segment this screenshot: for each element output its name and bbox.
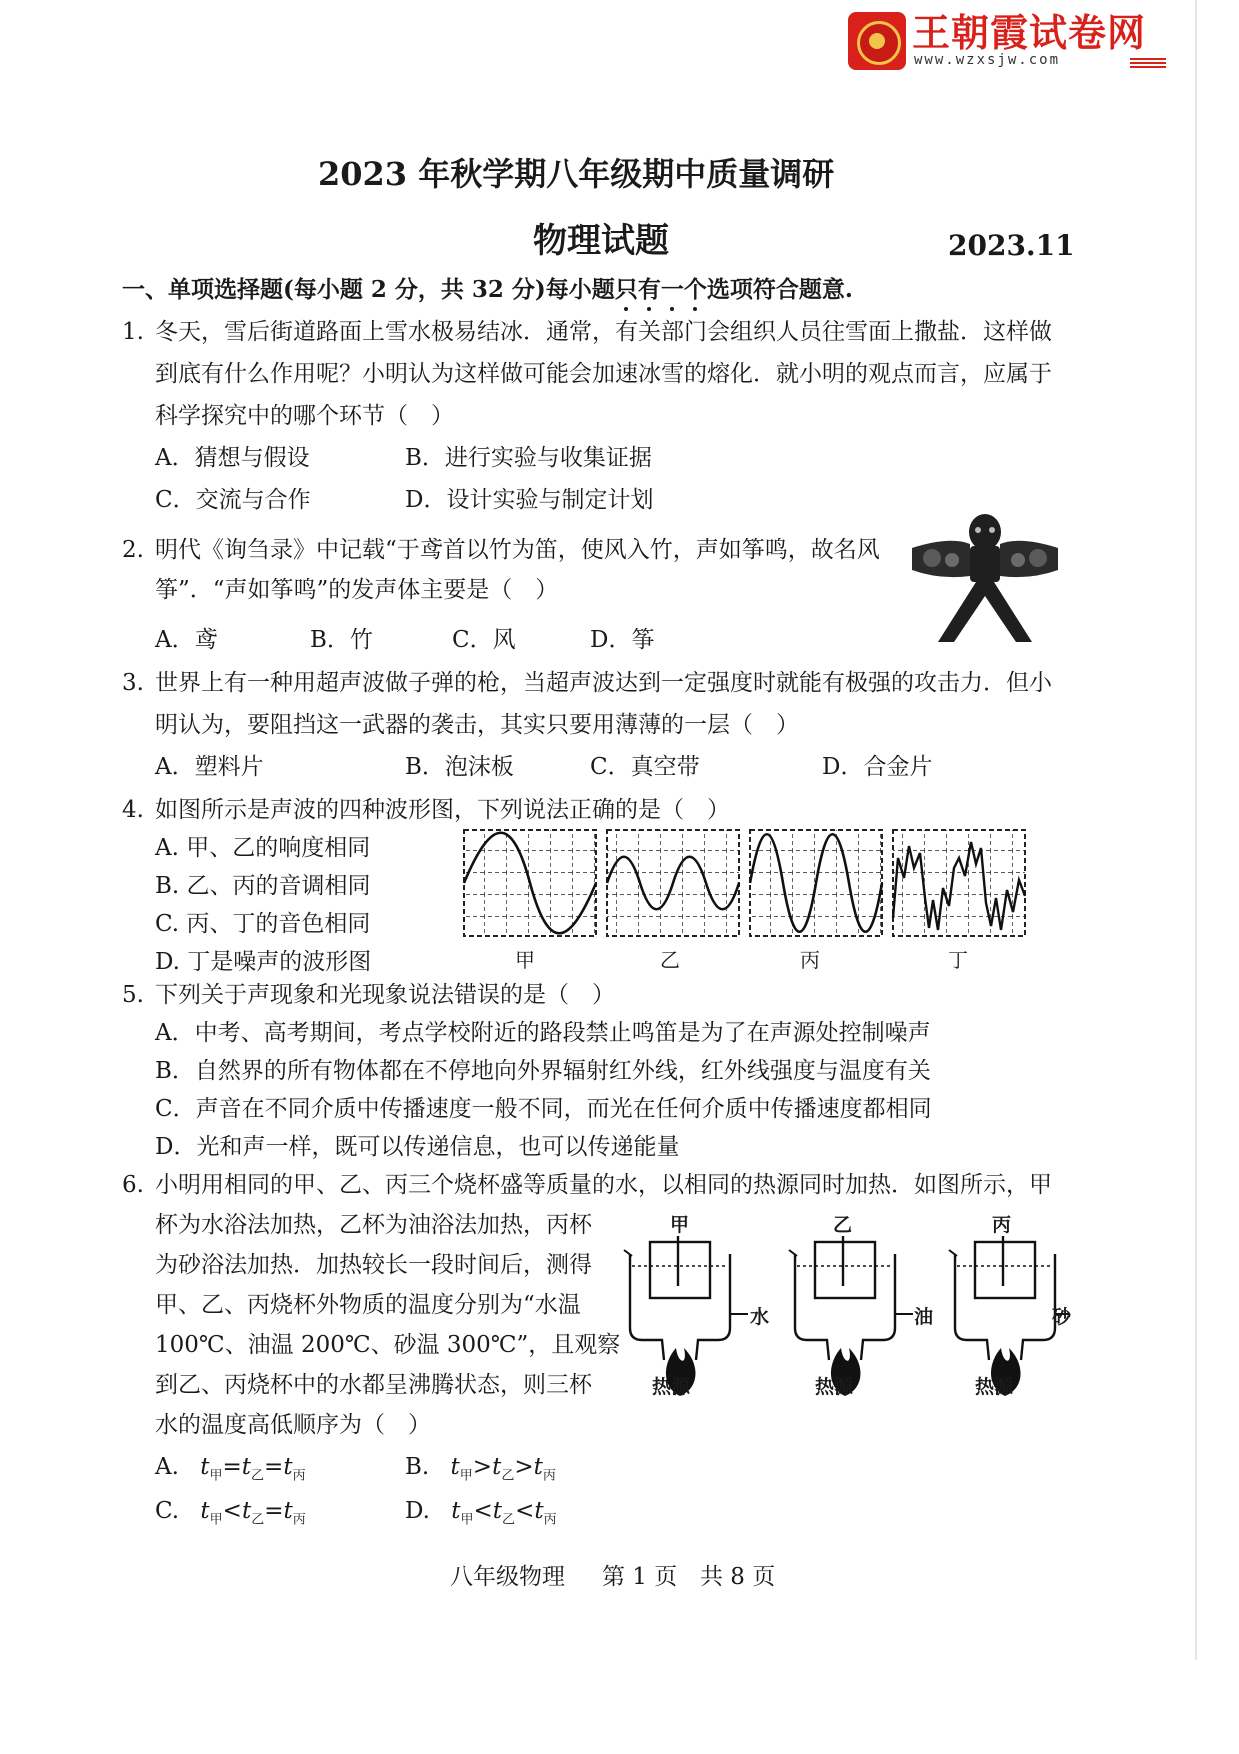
operator: < (515, 1498, 535, 1524)
emphasis-char: 有 (637, 276, 661, 303)
var-t: t (451, 1498, 461, 1524)
beaker-top-label: 乙 (833, 1214, 853, 1236)
subscript: 甲 (459, 1468, 473, 1484)
var-t: t (492, 1454, 502, 1480)
beaker-heat-label: 热源 (815, 1376, 854, 1398)
var-t: t (450, 1454, 460, 1480)
subscript: 甲 (209, 1468, 223, 1484)
section-heading (122, 275, 853, 305)
var-t: t (241, 1498, 252, 1524)
operator: > (472, 1454, 493, 1480)
subscript: 甲 (209, 1512, 223, 1528)
q1-line: 冬天，雪后街道路面上雪水极易结冰．通常，有关部门会组织人员往雪面上撒盐．这样做 (155, 319, 1052, 345)
beaker-heat-label: 热源 (975, 1376, 1014, 1398)
operator: > (514, 1454, 534, 1480)
exam-date: 2023.11 (948, 229, 1075, 262)
operator: = (264, 1498, 284, 1524)
q5-option-d: D．光和声一样，既可以传递信息，也可以传递能量 (155, 1134, 680, 1160)
exam-subject: 物理试题 (533, 221, 669, 261)
subscript: 乙 (502, 1512, 516, 1528)
q4-option-d: D. 丁是噪声的波形图 (155, 949, 372, 975)
emphasis-char: 只 (614, 276, 638, 303)
q5-stem: 下列关于声现象和光现象说法错误的是（ ） (155, 982, 615, 1008)
wave-jia (464, 830, 596, 936)
operator: = (222, 1454, 242, 1480)
var-t: t (492, 1498, 503, 1524)
var-t: t (533, 1454, 543, 1480)
emphasis-char: 一 (660, 276, 684, 303)
q5-option-b: B．自然界的所有物体都在不停地向外界辐射红外线，红外线强度与温度有关 (155, 1058, 931, 1084)
subscript: 丙 (292, 1468, 306, 1484)
var-t: t (200, 1498, 210, 1524)
q6-line: 100℃、油温 200℃、砂温 300℃”，且观察 (155, 1332, 621, 1358)
q1-line: 科学探究中的哪个环节（ ） (155, 403, 454, 429)
q4-option-a: A. 甲、乙的响度相同 (155, 835, 371, 861)
q4-option-b: B. 乙、丙的音调相同 (155, 873, 371, 899)
q3-option-b: B．泡沫板 (405, 754, 514, 780)
logo-emblem (848, 12, 906, 70)
q6-line: 到乙、丙烧杯中的水都呈沸腾状态，则三杯 (155, 1372, 592, 1398)
kite-image (910, 510, 1060, 645)
section-heading-post: 选项符合题意. (706, 276, 853, 303)
operator: < (222, 1498, 242, 1524)
q3-option-c: C．真空带 (590, 754, 700, 780)
q2-line: 明代《询刍录》中记载“于鸢首以竹为笛，使风入竹，声如筝鸣，故名风 (155, 537, 880, 563)
q6-option-d (405, 1496, 557, 1536)
footer-total: 共 8 页 (700, 1564, 776, 1590)
q4-option-c: C. 丙、丁的音色相同 (155, 911, 371, 937)
q3-option-d: D．合金片 (822, 754, 933, 780)
q5-option-c: C．声音在不同介质中传播速度一般不同，而光在任何介质中传播速度都相同 (155, 1096, 932, 1122)
q3-line: 明认为，要阻挡这一武器的袭击，其实只要用薄薄的一层（ ） (155, 712, 799, 738)
footer-page: 第 1 页 (602, 1564, 678, 1590)
subscript: 乙 (251, 1468, 265, 1484)
option-letter: C. (155, 1498, 180, 1524)
logo-stripes (1130, 58, 1166, 68)
q3-option-a: A．塑料片 (155, 754, 264, 780)
section-heading-pre: 一、单项选择题(每小题 2 分，共 32 分)每小题 (122, 276, 615, 303)
q2-number: 2. (122, 537, 144, 563)
q5-option-a: A．中考、高考期间，考点学校附近的路段禁止鸣笛是为了在声源处控制噪声 (155, 1020, 931, 1046)
q6-line: 水的温度高低顺序为（ ） (155, 1412, 431, 1438)
wave-yi (607, 830, 739, 936)
beaker-top-label: 甲 (670, 1214, 690, 1236)
q3-line: 世界上有一种用超声波做子弹的枪，当超声波达到一定强度时就能有极强的攻击力．但小 (155, 670, 1052, 696)
q2-option-d: D．筝 (590, 627, 655, 653)
operator: < (473, 1498, 493, 1524)
subscript: 丙 (543, 1512, 557, 1528)
q4-number: 4. (122, 797, 144, 823)
q6-option-a (155, 1452, 306, 1492)
wave-label-ding: 丁 (948, 948, 968, 972)
q1-option-b: B．进行实验与收集证据 (405, 445, 652, 471)
var-t: t (241, 1454, 252, 1480)
q2-option-c: C．风 (452, 627, 516, 653)
q4-stem: 如图所示是声波的四种波形图，下列说法正确的是（ ） (155, 797, 730, 823)
q2-option-b: B．竹 (310, 627, 373, 653)
wave-label-jia: 甲 (515, 948, 535, 972)
footer-subject: 八年级物理 (450, 1564, 565, 1590)
subscript: 乙 (251, 1512, 265, 1528)
q3-number: 3. (122, 670, 144, 696)
wave-label-bing: 丙 (800, 948, 820, 972)
subscript: 丙 (292, 1512, 306, 1528)
subscript: 乙 (501, 1468, 515, 1484)
var-t: t (200, 1454, 210, 1480)
q6-line: 杯为水浴法加热，乙杯为油浴法加热，丙杯 (155, 1212, 592, 1238)
q2-line: 筝”．“声如筝鸣”的发声体主要是（ ） (155, 577, 559, 603)
waveforms-figure (462, 828, 1030, 940)
option-letter: B. (405, 1454, 430, 1480)
q1-line: 到底有什么作用呢？小明认为这样做可能会加速冰雪的熔化．就小明的观点而言，应属于 (155, 361, 1052, 387)
q6-option-b (405, 1452, 556, 1492)
exam-title: 2023 年秋学期八年级期中质量调研 (318, 155, 835, 193)
q6-line: 小明用相同的甲、乙、丙三个烧杯盛等质量的水，以相同的热源同时加热．如图所示，甲 (155, 1172, 1052, 1198)
beaker-side-label: 油 (914, 1306, 934, 1328)
wave-bing (750, 830, 882, 936)
beaker-top-label: 丙 (992, 1214, 1012, 1236)
logo-url: www.wzxsjw.com (914, 52, 1061, 68)
q6-line: 为砂浴法加热．加热较长一段时间后，测得 (155, 1252, 592, 1278)
q5-number: 5. (122, 982, 144, 1008)
wave-ding (893, 830, 1025, 936)
var-t: t (283, 1498, 293, 1524)
beaker-side-label: 水 (750, 1306, 770, 1328)
q1-option-d: D．设计实验与制定计划 (405, 487, 654, 513)
q6-line: 甲、乙、丙烧杯外物质的温度分别为“水温 (155, 1292, 581, 1318)
q2-option-a: A．鸢 (155, 627, 218, 653)
wave-label-yi: 乙 (660, 948, 680, 972)
var-t: t (283, 1454, 293, 1480)
subscript: 甲 (460, 1512, 474, 1528)
option-letter: D. (405, 1498, 430, 1524)
subscript: 丙 (542, 1468, 556, 1484)
q1-number: 1. (122, 319, 144, 345)
q6-number: 6. (122, 1172, 144, 1198)
beaker-heat-label: 热源 (652, 1376, 691, 1398)
emphasis-char: 个 (683, 276, 707, 303)
option-letter: A. (155, 1454, 179, 1480)
operator: = (264, 1454, 284, 1480)
q6-option-c (155, 1496, 306, 1536)
q1-option-a: A．猜想与假设 (155, 445, 310, 471)
var-t: t (534, 1498, 544, 1524)
q1-option-c: C．交流与合作 (155, 487, 311, 513)
page-edge-line (1195, 0, 1197, 1660)
beaker-side-label: 砂 (1052, 1306, 1072, 1328)
logo-name: 王朝霞试卷网 (912, 11, 1147, 55)
